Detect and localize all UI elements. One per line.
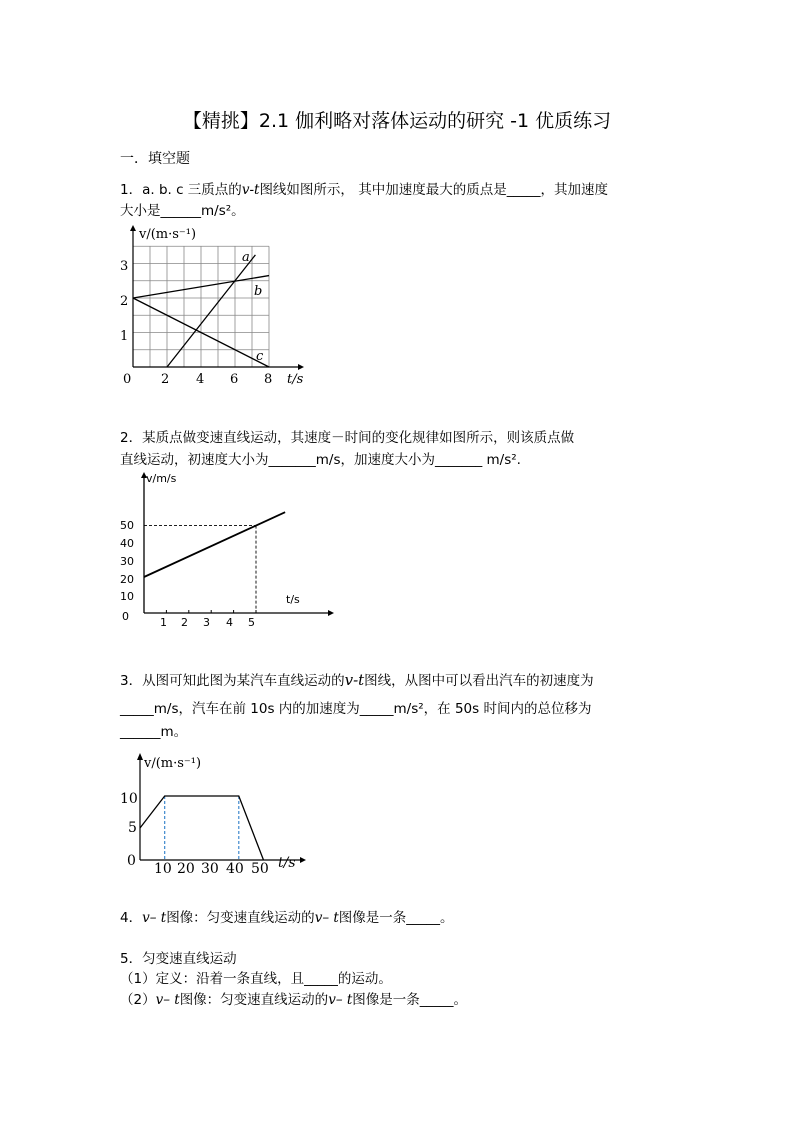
q1-ytick-1: 1 [120, 329, 129, 344]
q3-xtick-20: 20 [177, 861, 195, 877]
q1-line-a [167, 255, 255, 367]
q1-ylabel: v/(m·s⁻¹) [139, 227, 197, 242]
q4-mid: 图像：匀变速直线运动的 [166, 910, 315, 926]
q3-vt: v-t [344, 671, 365, 689]
q5-prefix: （2） [120, 992, 156, 1008]
q2-axes [141, 472, 334, 616]
q3-origin: 0 [127, 853, 136, 869]
q1-y-arrow [130, 225, 136, 231]
q4-prefix: 4． [120, 910, 143, 926]
q3-line3: ______m。 [120, 724, 188, 740]
q2-ytick-30: 30 [120, 555, 134, 568]
q3-xtick-10: 10 [154, 861, 172, 877]
q1-xtick-6: 6 [230, 372, 239, 387]
q1-xlabel: t/s [287, 372, 304, 387]
q3-xlabel: t/s [278, 855, 296, 871]
q2-ytick-10: 10 [120, 590, 134, 603]
q2-xtick-4: 4 [226, 616, 233, 629]
q1-axes [130, 225, 304, 370]
q2-xtick-2: 2 [181, 616, 188, 629]
q2-xtick-5: 5 [248, 616, 255, 629]
chart-q3 [110, 748, 320, 880]
q3-ytick-5: 5 [128, 820, 137, 836]
q1-vt: v-t [241, 182, 260, 198]
q1-xtick-4: 4 [196, 372, 205, 387]
q3-xtick-50: 50 [251, 861, 269, 877]
q4-suffix: 图像是一条_____。 [338, 910, 454, 926]
q1-origin: 0 [123, 372, 132, 387]
q1-suffix: 图线如图所示， 其中加速度最大的质点是_____，其加速度 [259, 182, 608, 198]
q4-vt: v– t [142, 910, 167, 926]
q5-suffix: 图像是一条_____。 [352, 992, 468, 1008]
section-heading: 一．填空题 [120, 151, 190, 167]
q3-suffix: 图线，从图中可以看出汽车的初速度为 [364, 673, 594, 689]
q2-ylabel: v/m/s [146, 472, 177, 485]
chart-q2 [110, 468, 340, 633]
q2-ytick-50: 50 [120, 519, 134, 532]
q5-vt: v– t [155, 992, 180, 1008]
chart-q1 [110, 222, 310, 392]
q2-ytick-20: 20 [120, 573, 134, 586]
q5-heading: 5．匀变速直线运动 [120, 951, 237, 967]
q1-ytick-2: 2 [120, 294, 129, 309]
q1-line2: 大小是______m/s²。 [120, 203, 245, 219]
q3-prefix: 3．从图可知此图为某汽车直线运动的 [120, 673, 345, 689]
q2-line2: 直线运动，初速度大小为_______m/s，加速度大小为_______ m/s². [120, 452, 521, 468]
q1-line1 [120, 180, 608, 200]
q1-ytick-3: 3 [120, 259, 129, 274]
q2-line1: 2．某质点做变速直线运动，其速度－时间的变化规律如图所示，则该质点做 [120, 430, 575, 446]
q4-line [120, 908, 454, 928]
q1-xtick-8: 8 [264, 372, 273, 387]
q3-ylabel: v/(m·s⁻¹) [144, 756, 202, 771]
q2-line-v [144, 512, 285, 577]
q5-line1: （1）定义：沿着一条直线，且_____的运动。 [120, 971, 392, 987]
q2-xlabel: t/s [286, 593, 300, 606]
q2-series [144, 512, 285, 613]
q3-line-v [140, 796, 264, 860]
q3-ytick-10: 10 [120, 791, 138, 807]
q4-vt2: v– t [314, 910, 339, 926]
q1-label-c: c [256, 349, 264, 364]
q3-line2: _____m/s，汽车在前 10s 内的加速度为_____m/s²，在 50s 时间内的总位移为 [120, 701, 592, 717]
q1-x-arrow [298, 364, 304, 370]
q2-x-arrow [328, 610, 334, 616]
q5-line2 [120, 990, 467, 1010]
q5-vt2: v– t [328, 992, 353, 1008]
page-title: 【精挑】2.1 伽利略对落体运动的研究 -1 优质练习 [182, 110, 612, 132]
q1-label-a: a [242, 250, 250, 265]
q3-xtick-30: 30 [201, 861, 219, 877]
q1-prefix: 1．a. b. c 三质点的 [120, 182, 242, 198]
q3-series [140, 796, 264, 860]
q2-xtick-1: 1 [160, 616, 167, 629]
q2-ytick-40: 40 [120, 537, 134, 550]
q1-xtick-2: 2 [161, 372, 170, 387]
q3-xtick-40: 40 [226, 861, 244, 877]
q2-origin: 0 [122, 610, 129, 623]
q3-line1 [120, 670, 594, 691]
q3-x-arrow [300, 857, 306, 863]
q3-y-arrow [137, 753, 143, 760]
q5-mid: 图像：匀变速直线运动的 [179, 992, 329, 1008]
q1-label-b: b [254, 284, 263, 299]
q2-xtick-3: 3 [203, 616, 210, 629]
